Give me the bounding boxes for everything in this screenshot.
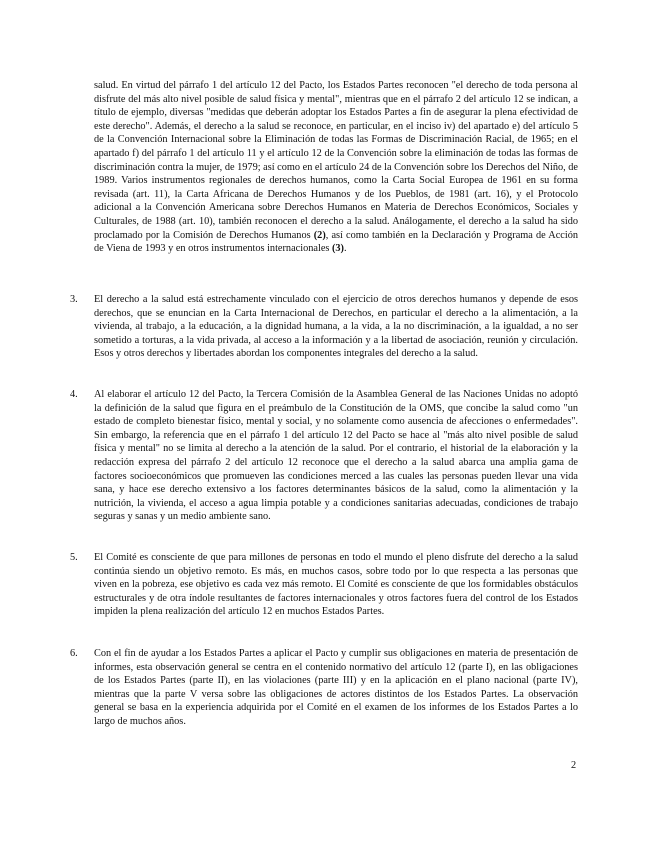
paragraph-6: Con el fin de ayudar a los Estados Partes a aplicar el Pacto y cumplir sus obligaciones en materia de presentación de informes, esta observación general se centra en el contenido normativo del artículo 12 (parte I), en las obligaciones de los Estados Partes (parte II), en las violaciones (parte III) y en la aplicación en el plano nacional (parte IV), mientras que la parte V versa sobre las obligaciones de actores distintos de los Estados Partes. La observación general se basa en la experiencia adquirida por el Comité en el examen de los informes de los Estados Partes a lo largo de muchos años. (94, 648, 578, 727)
paragraph-number: 4. (70, 389, 78, 400)
paragraph-3: El derecho a la salud está estrechamente vinculado con el ejercicio de otros derechos humanos y depende de esos derechos, que se enuncian en la Carta Internacional de Derechos, en particular el derecho a la alimentación, a la vivienda, al trabajo, a la educación, a la dignidad humana, a la vida, a la no discriminación, a la igualdad, a no ser sometido a torturas, a la vida privada, al acceso a la información y a la libertad de asociación, reunión y circulación. Esos y otros derechos y libertades abordan los componentes integrales del derecho a la salud. (94, 294, 578, 360)
paragraph-4: Al elaborar el artículo 12 del Pacto, la Tercera Comisión de la Asamblea General de las Naciones Unidas no adoptó la definición de la salud que figura en el preámbulo de la Constitución de la OMS, que concibe la salud como "un estado de completo bienestar físico, mental y social, y no solamente como ausencia de afecciones o enfermedades". Sin embargo, la referencia que en el párrafo 1 del artículo 12 del Pacto se hace al "más alto nivel posible de salud física y mental" no se limita al derecho a la atención de la salud. Por el contrario, el historial de la elaboración y la redacción expresa del párrafo 2 del artículo 12 reconoce que el derecho a la salud abarca una amplia gama de factores socioeconómicos que promueven las condiciones merced a las cuales las personas pueden llevar una vida sana, y hace ese derecho extensivo a los factores determinantes básicos de la salud, como la alimentación y la nutrición, la vivienda, el acceso a agua limpia potable y a condiciones sanitarias adecuadas, condiciones de trabajo seguras y sanas y un medio ambiente sano. (94, 389, 578, 523)
paragraph-text: , así como también en la Declaración y Programa de Acción de Viena de 1993 y en otros instrumentos internacionales (94, 229, 579, 255)
paragraph-number: 6. (70, 648, 78, 659)
footnote-ref-3[interactable]: (3) (331, 243, 344, 255)
paragraph-5: El Comité es consciente de que para millones de personas en todo el mundo el pleno disfrute del derecho a la salud continúa siendo un objetivo remoto. Es más, en muchos casos, sobre todo por lo que respecta a las personas que viven en la pobreza, ese objetivo es cada vez más remoto. El Comité es consciente de que los formidables obstáculos estructurales y de otra índole resultantes de factores internacionales y otros factores fuera del control de los Estados impiden la plena realización del artículo 12 en muchos Estados Partes. (94, 552, 578, 618)
paragraph-2-continuation (94, 79, 578, 256)
paragraph-text: salud. En virtud del párrafo 1 del artículo 12 del Pacto, los Estados Partes reconocen "el derecho de toda persona al disfrute del más alto nivel posible de salud física y mental", mientras que en el párrafo 2 del artículo 12 se indican, a título de ejemplo, diversas "medidas que deberán adoptar los Estados Partes a fin de asegurar la plena efectividad de este derecho". Además, el derecho a la salud se reconoce, en particular, en el inciso iv) del apartado e) del artículo 5 de la Convención Internacional sobre la Eliminación de todas las Formas de Discriminación Racial, de 1965; en el apartado f) del párrafo 1 del artículo 11 y el artículo 12 de la Convención sobre la eliminación de todas las formas de discriminación contra la mujer, de 1979; así como en el artículo 24 de la Convención sobre los Derechos del Niño, de 1989. Varios instrumentos regionales de derechos humanos, como la Carta Social Europea de 1961 en su forma revisada (art. 11), la Carta Africana de Derechos Humanos y de los Pueblos, de 1981 (art. 16), y el Protocolo adicional a la Convención Americana sobre Derechos Humanos en Materia de Derechos Económicos, Sociales y Culturales, de 1988 (art. 10), también reconocen el derecho a la salud. Análogamente, el derecho a la salud ha sido proclamado por la Comisión de Derechos Humanos (94, 80, 578, 241)
page-number: 2 (571, 760, 577, 771)
paragraph-number: 3. (70, 294, 78, 305)
footnote-ref-2[interactable]: (2) (313, 229, 326, 241)
paragraph-text: . (343, 243, 347, 255)
paragraph-number: 5. (70, 552, 78, 563)
